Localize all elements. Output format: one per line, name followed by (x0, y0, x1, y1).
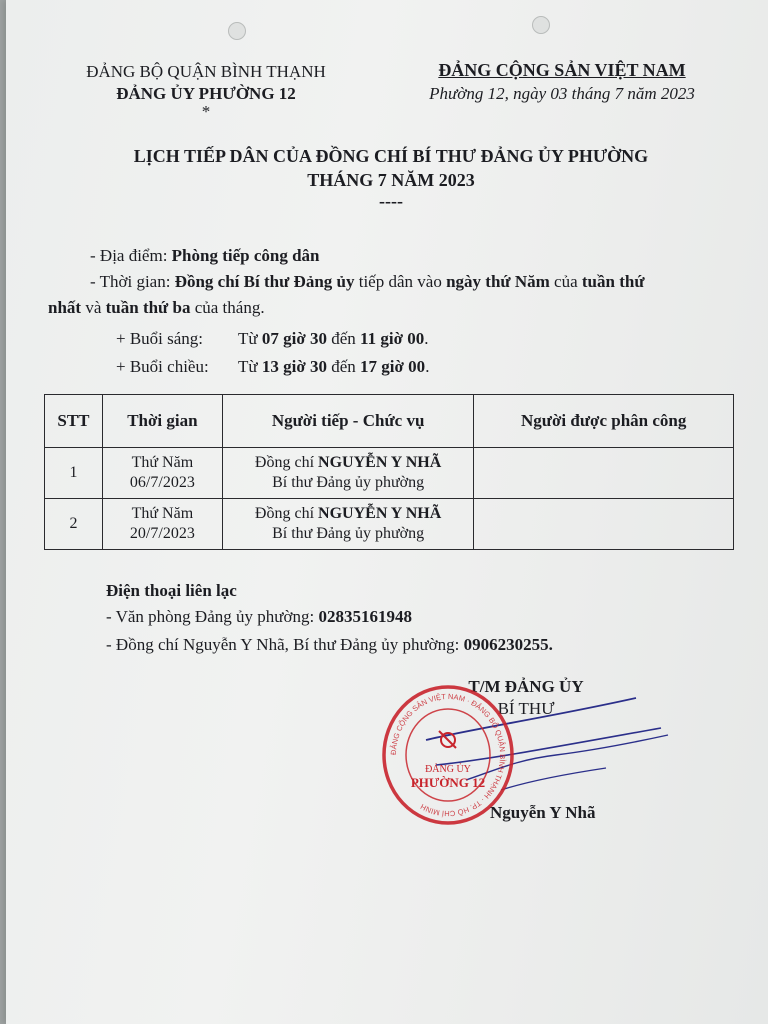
location-value: Phòng tiếp công dân (171, 246, 320, 265)
seal-inner-line-1: ĐẢNG ỦY (425, 764, 471, 775)
secretary-phone-line (106, 632, 553, 658)
afternoon-line (116, 354, 429, 380)
afternoon-from: Từ (238, 357, 262, 376)
signer-name: Nguyễn Y Nhã (490, 803, 596, 822)
receiver-prefix: Đồng chí (254, 505, 319, 522)
time-bold-week: tuần thứ (581, 272, 645, 291)
office-phone-line (106, 604, 412, 630)
afternoon-start: 13 giờ 30 (261, 357, 327, 376)
row-time (102, 448, 222, 499)
signature-title: T/M ĐẢNG ỦY (468, 677, 584, 696)
schedule-table (44, 394, 734, 550)
secretary-phone-label: - Đồng chí Nguyễn Y Nhã, Bí thư Đảng ủy phường: (106, 635, 464, 654)
header-right (406, 59, 718, 105)
header-left (56, 61, 356, 119)
afternoon-to: đến (327, 357, 361, 376)
receiver-name: NGUYỄN Y NHÃ (318, 505, 442, 522)
column-header-receiver: Người tiếp - Chức vụ (222, 395, 474, 448)
morning-end: 11 giờ 00 (360, 329, 425, 348)
row-receiver-role: Bí thư Đảng ủy phường (272, 474, 425, 491)
office-phone-number: 02835161948 (318, 607, 412, 626)
morning-period: . (424, 329, 429, 348)
row-stt: 1 (45, 448, 103, 499)
title-line-2: THÁNG 7 NĂM 2023 (307, 170, 475, 190)
afternoon-label: + Buổi chiều: (116, 357, 209, 376)
time-text-4: của tháng. (190, 298, 265, 317)
document-page (6, 0, 768, 1024)
receiver-name: NGUYỄN Y NHÃ (318, 454, 442, 471)
national-party-name: ĐẢNG CỘNG SẢN VIỆT NAM (438, 60, 686, 80)
header-star: * (201, 102, 211, 121)
row-receiver (222, 499, 474, 550)
row-day: Thứ Năm (131, 454, 194, 471)
table-header-row (45, 395, 734, 448)
time-prefix: - Thời gian: (90, 272, 175, 291)
time-bold-first: nhất (48, 298, 82, 317)
row-receiver-name (223, 504, 474, 524)
time-text-2: của (549, 272, 582, 291)
time-bold-third-week: tuần thứ ba (105, 298, 191, 317)
time-line-1 (90, 269, 742, 295)
row-assigned (474, 499, 734, 550)
time-bold-secretary: Đồng chí Bí thư Đảng ủy (174, 272, 355, 291)
seal-inner-line-2: PHƯỜNG 12 (410, 775, 486, 790)
row-day: Thứ Năm (131, 505, 194, 522)
secretary-phone-number: 0906230255. (463, 635, 553, 654)
org-name: ĐẢNG ỦY PHƯỜNG 12 (116, 84, 296, 103)
morning-line (116, 326, 429, 352)
org-parent: ĐẢNG BỘ QUẬN BÌNH THẠNH (86, 62, 326, 81)
time-text-1: tiếp dân vào (354, 272, 447, 291)
row-receiver-name (223, 453, 474, 473)
receiver-prefix: Đồng chí (254, 454, 319, 471)
row-stt: 2 (45, 499, 103, 550)
table-row (45, 448, 734, 499)
column-header-time: Thời gian (102, 395, 222, 448)
column-header-assigned: Người được phân công (474, 395, 734, 448)
afternoon-period: . (425, 357, 430, 376)
morning-to: đến (327, 329, 361, 348)
row-date: 20/7/2023 (129, 525, 195, 542)
table-row (45, 499, 734, 550)
time-bold-thursday: ngày thứ Năm (446, 272, 550, 291)
seal-outer-text: ĐẢNG CỘNG SẢN VIỆT NAM · ĐẢNG BỘ QUẬN BÌNH THẠNH · TP. HỒ CHÍ MINH (388, 691, 508, 819)
row-assigned (474, 448, 734, 499)
row-receiver (222, 448, 474, 499)
title-divider: ---- (379, 191, 403, 211)
column-header-stt: STT (45, 395, 103, 448)
time-text-3: và (81, 298, 106, 317)
document-date: Phường 12, ngày 03 tháng 7 năm 2023 (429, 84, 695, 103)
contact-heading: Điện thoại liên lạc (106, 581, 237, 600)
row-time (102, 499, 222, 550)
location-prefix: - Địa điểm: (90, 246, 172, 265)
row-date: 06/7/2023 (129, 474, 195, 491)
morning-label: + Buổi sáng: (116, 329, 204, 348)
punch-hole-right (532, 16, 550, 34)
morning-start: 07 giờ 30 (261, 329, 327, 348)
document-title (46, 144, 736, 210)
hammer-sickle-icon (439, 731, 456, 748)
location-line (90, 243, 320, 269)
time-line-2 (48, 295, 265, 321)
punch-hole-left (228, 22, 246, 40)
afternoon-end: 17 giờ 00 (360, 357, 426, 376)
signature-role: BÍ THƯ (497, 699, 555, 718)
title-line-1: LỊCH TIẾP DÂN CỦA ĐỒNG CHÍ BÍ THƯ ĐẢNG ỦY PHƯỜNG (133, 146, 649, 166)
morning-from: Từ (238, 329, 262, 348)
office-phone-label: - Văn phòng Đảng ủy phường: (106, 607, 319, 626)
row-receiver-role: Bí thư Đảng ủy phường (272, 525, 425, 542)
